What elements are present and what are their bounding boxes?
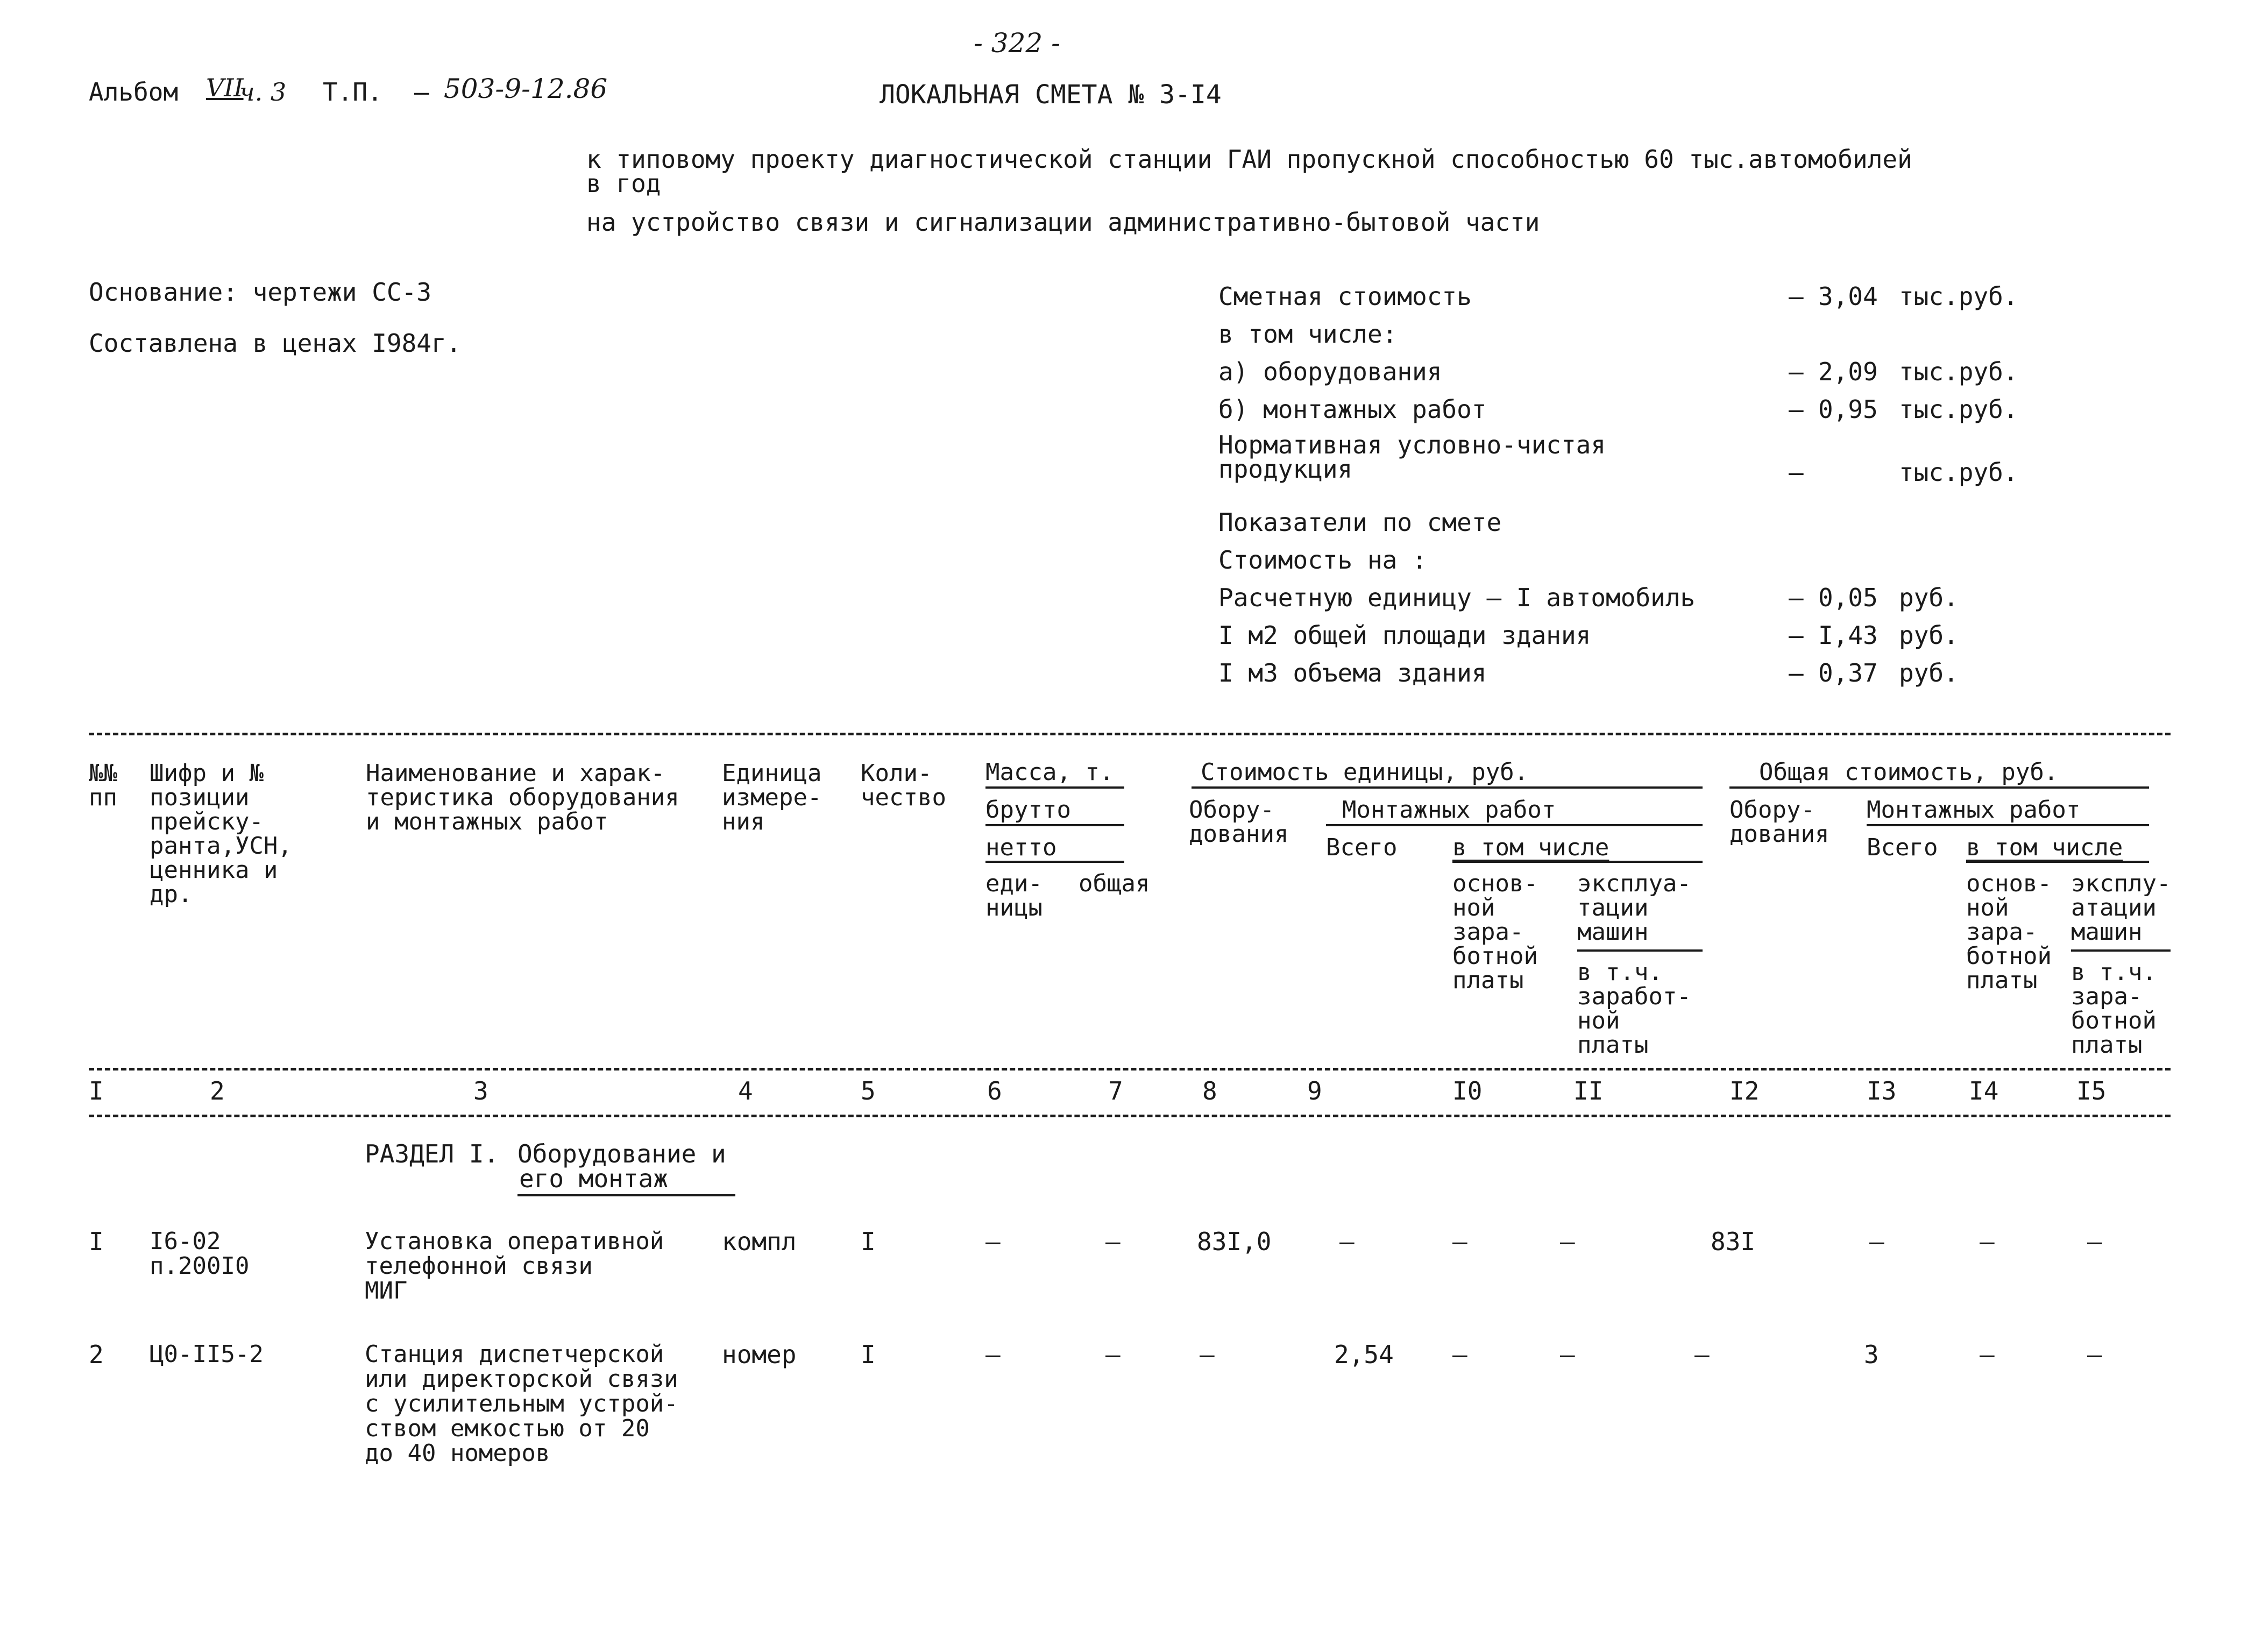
summary-label: I м3 объема здания [1218,658,1487,687]
summary-label: Сметная стоимость [1218,282,1472,311]
rule [1867,824,2149,826]
column-number: 2 [210,1076,225,1105]
subtitle-line-2: в год [586,169,661,198]
project-code: 503-9-12.86 [444,73,608,104]
rule [1326,824,1703,826]
column-number: 5 [861,1076,876,1105]
summary-unit: тыс.руб. [1899,282,2018,311]
summary-unit: руб. [1899,583,1959,612]
column-number: I [89,1076,104,1105]
summary-label: I м2 общей площади здания [1218,621,1591,650]
column-number: II [1573,1076,1604,1105]
summary-unit: руб. [1899,621,1959,650]
row-quantity: I [861,1227,876,1256]
row-unit-mount-total: – [1339,1227,1355,1256]
header-brutto: брутто [985,796,1071,824]
header-total-total: Всего [1867,834,1938,861]
row-mass-unit: – [985,1340,1001,1369]
section-title-2: его монтаж [519,1164,668,1193]
row-mass-total: – [1105,1227,1121,1256]
document-title: ЛОКАЛЬНАЯ СМЕТА № 3-I4 [880,80,1222,110]
rule [1192,786,1703,789]
subtitle-line-3: на устройство связи и сигнализации административно-бытовой части [586,208,1540,237]
header-unit-mount: Монтажных работ [1342,796,1556,824]
summary-label: Нормативная условно-чистая продукция [1218,430,1606,484]
album-label: Альбом [89,77,179,107]
header-mass: Масса, т. [985,758,1114,786]
row-number: 2 [89,1340,104,1369]
header-mass-unit: еди- ницы [985,870,1043,921]
summary-label: Стоимость на : [1218,545,1427,575]
column-number: 3 [473,1076,488,1105]
header-unit: Единица измере- ния [722,760,822,835]
row-unit-exploitation: – [1560,1340,1575,1369]
header-unit-cost: Стоимость единицы, руб. [1201,758,1529,786]
header-unit-total: Всего [1326,834,1398,861]
row-name: Установка оперативной телефонной связи МИГ [365,1228,664,1304]
row-total-exploitation: – [2087,1340,2102,1369]
column-number: 8 [1202,1076,1217,1105]
row-total-base-salary: – [1980,1340,1995,1369]
subtitle-line-1: к типовому проекту диагностической станции ГАИ пропускной способностью 60 тыс.автомобилей [586,145,1912,174]
album-volume: VII [206,73,244,102]
row-unit: номер [722,1340,797,1369]
header-row-number: №№ пп [89,760,117,811]
header-netto: нетто [985,834,1057,861]
header-unit-including: в том числе [1452,834,1609,861]
row-unit-equipment: 83I,0 [1197,1227,1272,1256]
header-total-including: в том числе [1966,834,2123,861]
basis: Основание: чертежи СС-3 [89,278,431,307]
row-unit-equipment: – [1200,1340,1215,1369]
row-total-mount: – [1869,1227,1884,1256]
header-total-exploitation: эксплу- атации машин [2071,870,2171,946]
row-name: Станция диспетчерской или директорской связи с усилительным устрой- ством емкостью от 20 до 40 номеров [365,1341,678,1467]
album-part: ч. 3 [239,77,287,107]
summary-dash: – [1789,357,1804,386]
header-bottom-rule [89,1068,2171,1070]
summary-dash: – [1789,583,1804,612]
row-total-base-salary: – [1980,1227,1995,1256]
rule [1966,861,2149,863]
section-title-1: Оборудование и [517,1139,726,1168]
rule [1577,949,1703,952]
summary-dash: – [1789,458,1804,487]
column-number: 4 [738,1076,753,1105]
row-mass-unit: – [985,1227,1001,1256]
summary-unit: тыс.руб. [1899,458,2018,487]
header-unit-exploitation-salary: в т.ч. заработ- ной платы [1577,959,1691,1059]
row-total-exploitation: – [2087,1227,2102,1256]
summary-unit: руб. [1899,658,1959,687]
summary-label: б) монтажных работ [1218,395,1487,424]
column-number: 6 [987,1076,1002,1105]
summary-unit: тыс.руб. [1899,357,2018,386]
album-dash: – [414,77,429,107]
column-number: I4 [1969,1076,1999,1105]
column-number: I2 [1729,1076,1760,1105]
header-total-equipment: Обору- дования [1729,796,1829,848]
summary-value: 2,09 [1818,357,1878,386]
summary-value: 0,05 [1818,583,1878,612]
summary-label: в том числе: [1218,320,1398,349]
rule [985,824,1124,826]
section-title-underline [517,1194,735,1196]
row-total-mount: 3 [1864,1340,1879,1369]
rule [985,786,1124,789]
header-total-mount: Монтажных работ [1867,796,2081,824]
row-code: I6-02 п.200I0 [150,1228,250,1280]
summary-label: а) оборудования [1218,357,1442,386]
column-number: I0 [1452,1076,1483,1105]
header-name: Наименование и харак- теристика оборудования и монтажных работ [366,760,679,835]
summary-dash: – [1789,282,1804,311]
page-number: - 322 - [974,27,1061,59]
header-total-cost: Общая стоимость, руб. [1759,758,2059,786]
header-total-exploitation-salary: в т.ч. зара- ботной платы [2071,959,2157,1059]
header-total-base-salary: основ- ной зара- ботной платы [1966,870,2052,994]
summary-unit: тыс.руб. [1899,395,2018,424]
column-number: 9 [1307,1076,1322,1105]
summary-value: 0,95 [1818,395,1878,424]
summary-label: Показатели по смете [1218,508,1502,537]
summary-dash: – [1789,395,1804,424]
rule [985,861,1124,863]
column-number: I3 [1867,1076,1897,1105]
column-numbers-rule [89,1115,2171,1117]
rule [1729,786,2149,789]
summary-value: 3,04 [1818,282,1878,311]
row-unit: компл [722,1227,797,1256]
header-mass-total: общая [1079,870,1150,897]
row-total-equipment: – [1694,1340,1710,1369]
column-number: 7 [1108,1076,1123,1105]
header-quantity: Коли- чество [861,760,946,811]
tp-label: Т.П. [323,77,382,107]
row-unit-mount-total: 2,54 [1334,1340,1394,1369]
row-number: I [89,1227,104,1256]
header-unit-exploitation: эксплуа- тации машин [1577,870,1691,946]
summary-value: 0,37 [1818,658,1878,687]
summary-value: I,43 [1818,621,1878,650]
header-unit-equipment: Обору- дования [1189,796,1289,848]
table-top-rule [89,733,2171,735]
header-code: Шифр и № позиции прейску- ранта,УСН, ценника и др. [150,760,292,908]
row-mass-total: – [1105,1340,1121,1369]
summary-dash: – [1789,658,1804,687]
rule [2071,949,2171,952]
rule [1452,861,1703,863]
prices-year: Составлена в ценах I984г. [89,329,462,358]
header-unit-base-salary: основ- ной зара- ботной платы [1452,870,1538,994]
section-prefix: РАЗДЕЛ I. [365,1139,499,1168]
column-number: I5 [2076,1076,2107,1105]
row-quantity: I [861,1340,876,1369]
row-unit-exploitation: – [1560,1227,1575,1256]
row-code: Ц0-II5-2 [150,1341,264,1368]
row-total-equipment: 83I [1711,1227,1756,1256]
row-unit-base-salary: – [1452,1340,1467,1369]
summary-dash: – [1789,621,1804,650]
summary-label: Расчетную единицу – I автомобиль [1218,583,1696,612]
row-unit-base-salary: – [1452,1227,1467,1256]
